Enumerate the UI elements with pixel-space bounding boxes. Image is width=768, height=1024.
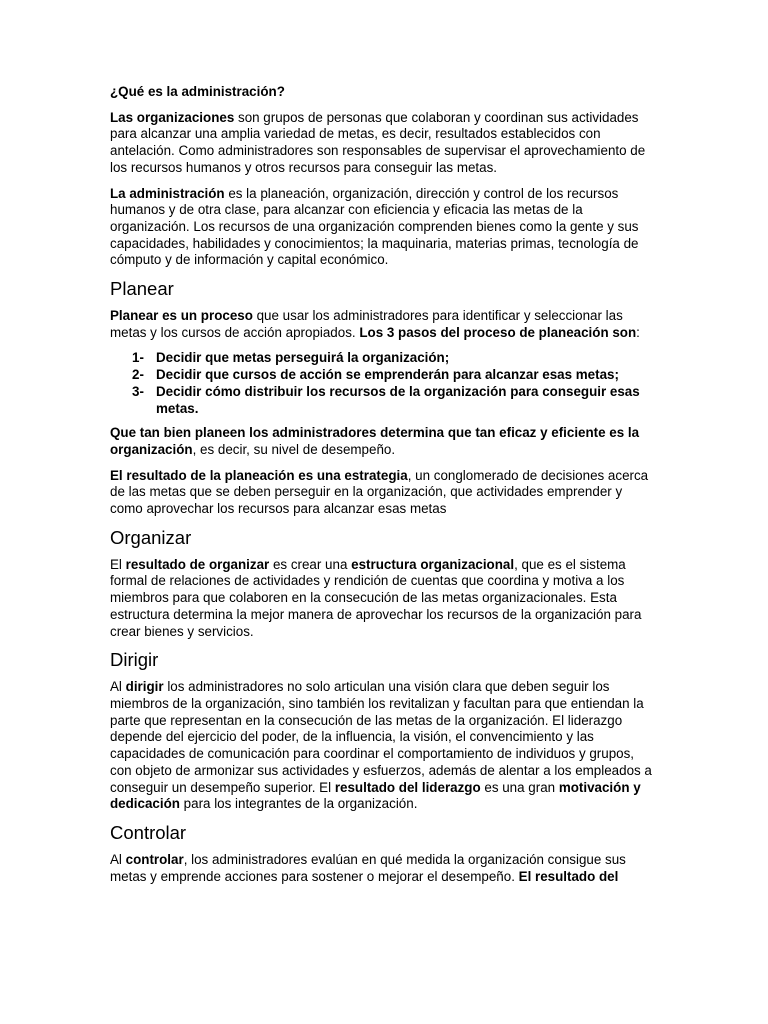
paragraph-text: : [636,324,640,340]
bold-term: dirigir [125,679,164,695]
list-item-text: Decidir que metas perseguirá la organización; [156,350,450,366]
paragraph-text: , que es el sistema formal de relaciones de actividades y rendición de cuentas que coordina y motiva a los miembros para que colaboren en la consecución de las metas organizacionales. Esta estructura determina la mejor manera de aprovechar los recursos de la organización para crear bienes y servicios. [110,556,642,639]
section-heading-organizar: Organizar [110,526,192,548]
list-item [110,367,658,384]
bold-term: motivación y dedicación [110,779,641,812]
section-heading-controlar: Controlar [110,821,187,843]
bold-term: Las organizaciones [110,109,235,125]
paragraph-text: para los integrantes de la organización. [179,796,418,812]
paragraph-text: , los administradores evalúan en qué medida la organización consigue sus metas y emprende acciones para sostener o mejorar el desempeño. [110,851,626,884]
planear-paragraph-estrategia [110,468,658,518]
bold-term: Que tan bien planeen los administradores determina que tan eficaz y eficiente es la organización [110,425,640,457]
controlar-paragraph [110,852,658,885]
paragraph-text: es una gran [480,779,559,795]
list-item-number: 3- [132,383,144,399]
bold-term: resultado del liderazgo [334,779,481,795]
paragraph-text: Al [110,851,126,867]
paragraph-text: , un conglomerado de decisiones acerca de las metas que se deben perseguir en la organización, que actividades emprender y como aprovechar los recursos para alcanzar esas metas [110,467,649,517]
intro-heading [110,84,658,101]
section-heading-planear: Planear [110,278,174,300]
bold-term: La administración [110,185,225,201]
bold-term: controlar [125,851,184,867]
document-page [110,84,658,894]
planear-paragraph-proceso [110,308,658,341]
intro-heading-text: ¿Qué es la administración? [110,84,285,99]
bold-term: estructura organizacional [351,556,515,572]
dirigir-paragraph [110,679,658,813]
organizar-paragraph [110,557,658,641]
bold-term: El resultado del [518,868,619,884]
list-item [110,384,658,417]
paragraph-text: Al [110,679,126,695]
bold-term: Planear es un proceso [110,308,253,324]
list-item-number: 2- [132,367,144,383]
list-item [110,350,658,367]
section-heading-dirigir: Dirigir [110,649,159,671]
paragraph-text: es la planeación, organización, dirección y control de los recursos humanos y de otra clase, para alcanzar con eficiencia y eficacia las metas de la organización. Los recursos de una organización comprenden bienes como la gente y sus capacidades, habilidades y conocimientos; la maquinaria, materias primas, tecnología de cómputo y de información y capital económico. [110,185,639,268]
bold-term: resultado de organizar [125,556,270,572]
bold-term: El resultado de la planeación es una estrategia [110,467,408,483]
paragraph-text: que usar los administradores para identificar y seleccionar las metas y los cursos de acción apropiados. [110,308,623,340]
list-item-text: Decidir cómo distribuir los recursos de la organización para conseguir esas metas. [156,383,640,416]
planning-steps-list [110,350,658,417]
list-item-text: Decidir que cursos de acción se emprenderán para alcanzar esas metas; [156,367,619,383]
paragraph-text: , es decir, su nivel de desempeño. [192,441,396,457]
paragraph-text: El [110,556,126,572]
bold-term: Los 3 pasos del proceso de planeación son [359,324,637,340]
paragraph-text: son grupos de personas que colaboran y coordinan sus actividades para alcanzar una amplia variedad de metas, es decir, resultados establecidos con antelación. Como administradores son responsables de supervisar el aprovechamiento de los recursos humanos y otros recursos para conseguir las metas. [110,109,646,175]
intro-paragraph-organizaciones [110,110,658,177]
intro-paragraph-administracion [110,186,658,270]
paragraph-text: los administradores no solo articulan una visión clara que deben seguir los miembros de la organización, sino también los revitalizan y facultan para que entiendan la parte que representan en la consecución de las metas de la organización. El liderazgo depende del ejercicio del poder, de la influencia, la visión, el convencimiento y las capacidades de comunicación para coordinar el comportamiento de individuos y grupos, con objeto de armonizar sus actividades y esfuerzos, además de alentar a los empleados a conseguir un desempeño superior. El [110,679,652,795]
list-item-number: 1- [132,350,144,366]
planear-paragraph-eficacia [110,425,658,458]
paragraph-text: es crear una [269,556,352,572]
